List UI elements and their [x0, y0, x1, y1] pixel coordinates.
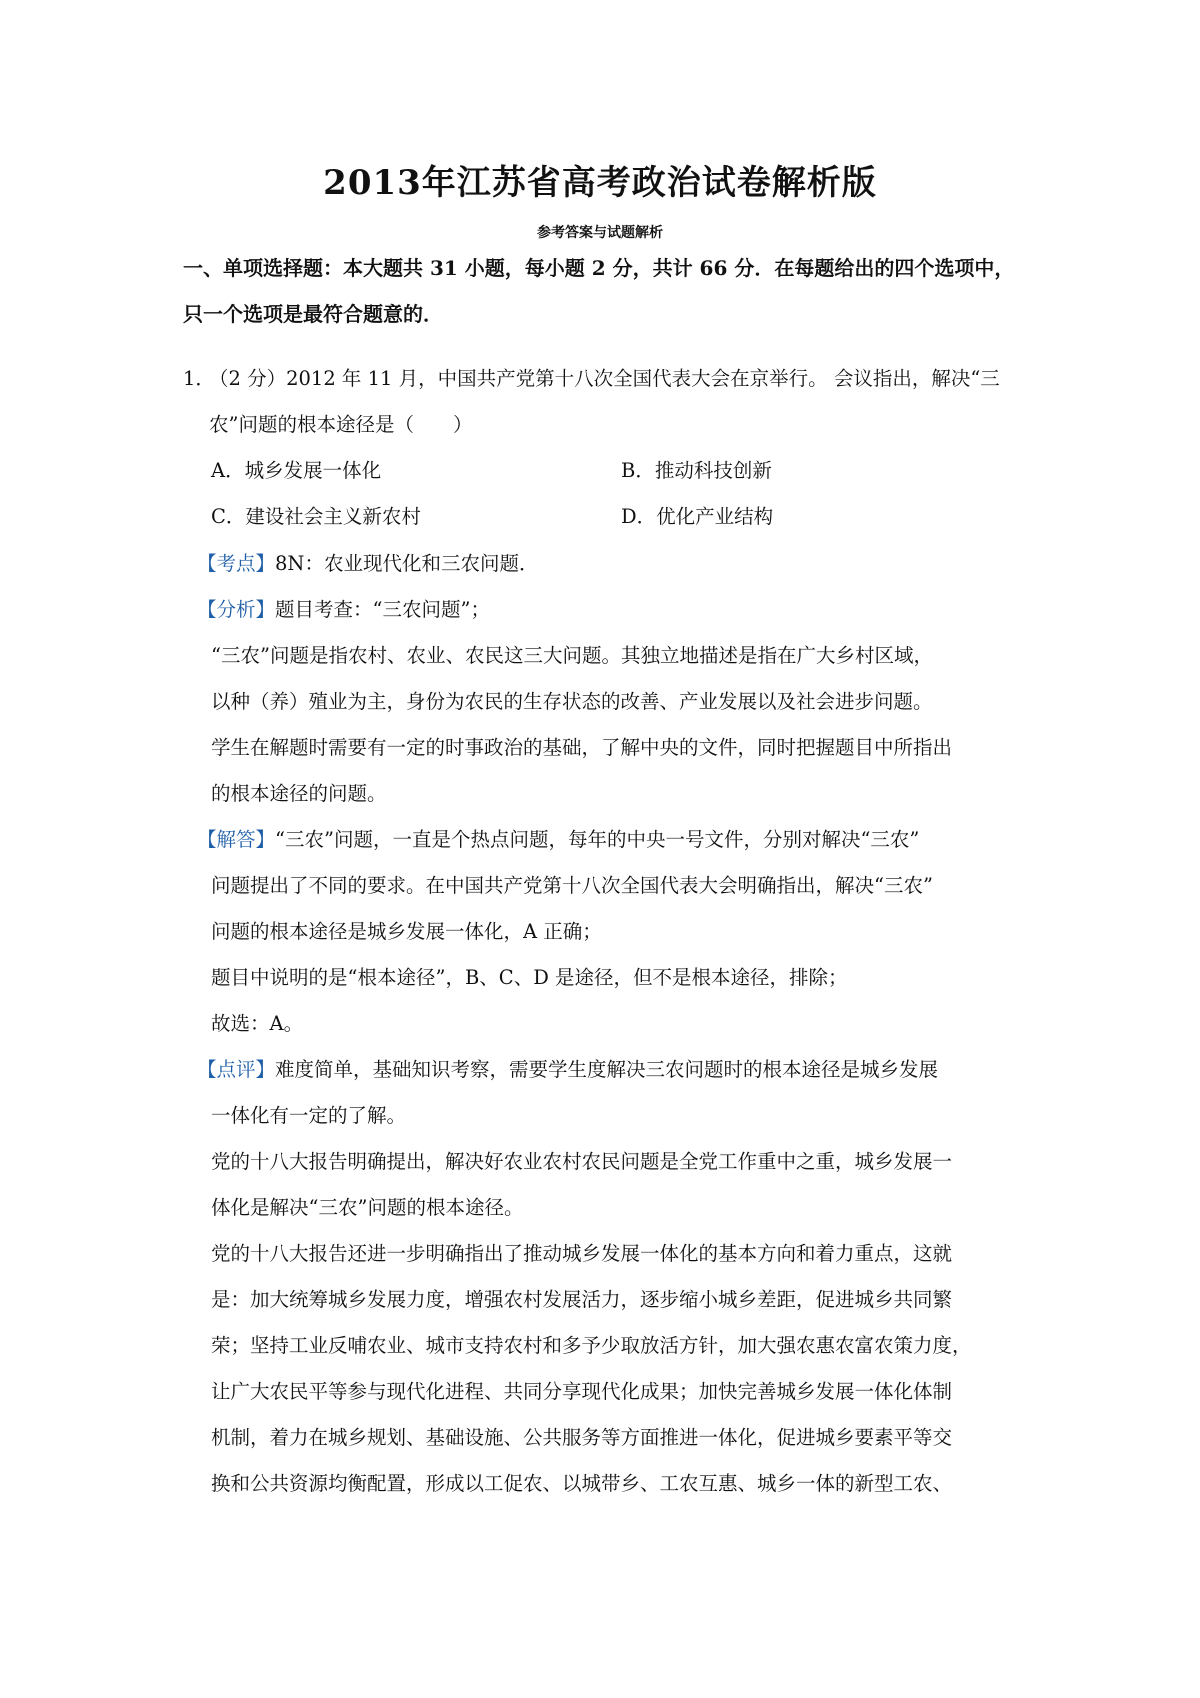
analysis-line: 的根本途径的问题。: [211, 782, 387, 805]
question-stem: [183, 356, 1023, 448]
comment-line: 让广大农民平等参与现代化进程、共同分享现代化成果；加快完善城乡发展一体化体制: [211, 1380, 953, 1403]
section-heading: [183, 245, 1023, 337]
comment-line: 党的十八大报告明确提出，解决好农业农村农民问题是全党工作重中之重，城乡发展一: [211, 1150, 953, 1173]
question-line: （2 分）2012 年 11 月，中国共产党第十八次全国代表大会在京举行。 会议指出，解决“三: [209, 367, 1000, 390]
page-title: 2013年江苏省高考政治试卷解析版: [323, 163, 877, 203]
option-c: C．建设社会主义新农村: [211, 505, 421, 528]
page-subtitle: 参考答案与试题解析: [537, 225, 663, 241]
section-heading-line: 只一个选项是最符合题意的．: [183, 302, 443, 326]
fenxi-line: [197, 587, 1031, 633]
section-heading-line: 一、单项选择题：本大题共 31 小题，每小题 2 分，共计 66 分．在每题给出的四个选项中，: [183, 256, 1015, 280]
option-row: [211, 448, 1031, 494]
comment-line: 换和公共资源均衡配置，形成以工促农、以城带乡、工农互惠、城乡一体的新型工农、: [211, 1472, 953, 1495]
comment-line: 机制，着力在城乡规划、基础设施、公共服务等方面推进一体化，促进城乡要素平等交: [211, 1426, 953, 1449]
kaodian-tag: 【考点】: [197, 552, 276, 575]
option-d: D．优化产业结构: [621, 505, 774, 528]
fenxi-text: 题目考查：“三农问题”；: [275, 598, 490, 621]
option-a: A．城乡发展一体化: [211, 459, 382, 482]
comment-line: 荣；坚持工业反哺农业、城市支持农村和多予少取放活方针，加大强农惠农富农策力度，: [211, 1334, 972, 1357]
fenxi-tag: 【分析】: [197, 598, 276, 621]
option-b: B．推动科技创新: [621, 459, 772, 482]
option-row: [211, 494, 1031, 540]
comment-line: 是：加大统筹城乡发展力度，增强农村发展活力，逐步缩小城乡差距，促进城乡共同繁: [211, 1288, 953, 1311]
comment-line: 体化是解决“三农”问题的根本途径。: [211, 1196, 524, 1219]
analysis-line: 学生在解题时需要有一定的时事政治的基础，了解中央的文件，同时把握题目中所指出: [211, 736, 953, 759]
comment-line: 党的十八大报告还进一步明确指出了推动城乡发展一体化的基本方向和着力重点，这就: [211, 1242, 953, 1265]
dianping-line: [197, 1047, 1031, 1093]
kaodian-line: [197, 541, 1031, 587]
kaodian-text: 8N：农业现代化和三农问题．: [275, 552, 539, 575]
question-line: 农”问题的根本途径是（ ）: [209, 413, 473, 436]
question-number: 1．: [183, 367, 215, 390]
answer-line: 题目中说明的是“根本途径”，B、C、D 是途径，但不是根本途径，排除；: [211, 966, 848, 989]
answer-options: [211, 448, 1031, 540]
analysis-body: [197, 541, 1031, 1507]
jieda-tag: 【解答】: [197, 828, 276, 851]
analysis-line: 以种（养）殖业为主，身份为农民的生存状态的改善、产业发展以及社会进步问题。: [211, 690, 933, 713]
jieda-line: [197, 817, 1031, 863]
jieda-text: “三农”问题，一直是个热点问题，每年的中央一号文件，分别对解决“三农”: [275, 828, 920, 851]
analysis-line: “三农”问题是指农村、农业、农民这三大问题。其独立地描述是指在广大乡村区域，: [211, 644, 933, 667]
dianping-text: 难度简单，基础知识考察，需要学生度解决三农问题时的根本途径是城乡发展: [275, 1058, 939, 1081]
comment-line: 一体化有一定的了解。: [211, 1104, 407, 1127]
answer-line: 问题的根本途径是城乡发展一体化，A 正确；: [211, 920, 602, 943]
answer-line: 故选：A。: [211, 1012, 304, 1035]
answer-line: 问题提出了不同的要求。在中国共产党第十八次全国代表大会明确指出，解决“三农”: [211, 874, 933, 897]
dianping-tag: 【点评】: [197, 1058, 276, 1081]
